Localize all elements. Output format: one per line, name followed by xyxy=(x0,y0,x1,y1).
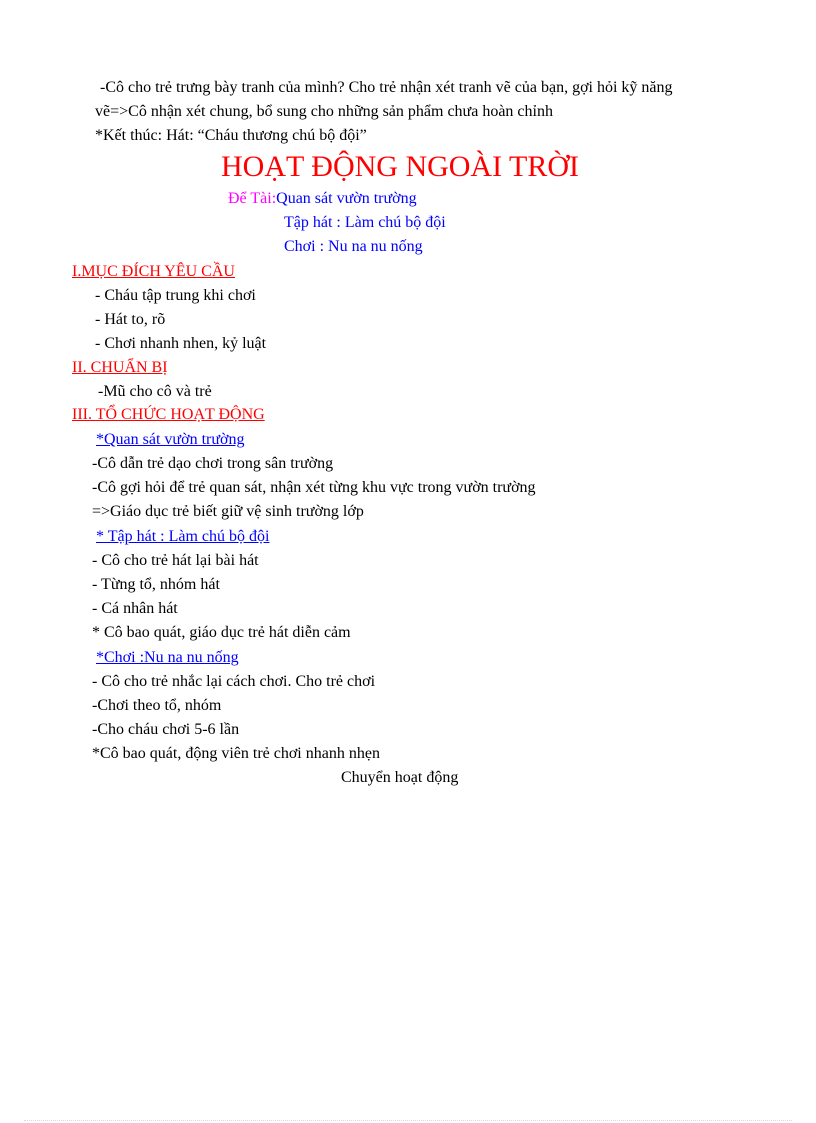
subsection-2-item: - Cô cho trẻ hát lại bài hát xyxy=(92,552,259,569)
subsection-3-item: -Chơi theo tổ, nhóm xyxy=(92,697,222,714)
page-title: HOẠT ĐỘNG NGOÀI TRỜI xyxy=(221,150,580,183)
subsection-3-item: -Cho cháu chơi 5-6 lần xyxy=(92,721,240,738)
page-bottom-divider xyxy=(24,1120,792,1121)
subsection-3-heading: *Chơi :Nu na nu nống xyxy=(96,649,239,666)
topic-line-2: Tập hát : Làm chú bộ đội xyxy=(284,214,446,231)
subsection-2-item: * Cô bao quát, giáo dục trẻ hát diễn cảm xyxy=(92,624,351,641)
subsection-1-item: -Cô dẫn trẻ dạo chơi trong sân trường xyxy=(92,455,334,472)
section-1-item: - Cháu tập trung khi chơi xyxy=(95,287,256,304)
subsection-2-heading: * Tập hát : Làm chú bộ đội xyxy=(96,528,270,545)
intro-line-1: -Cô cho trẻ trưng bày tranh của mình? Cho trẻ nhận xét tranh vẽ của bạn, gợi hỏi kỹ năng xyxy=(100,79,673,96)
section-1-item: - Hát to, rõ xyxy=(95,311,166,328)
section-1-item: - Chơi nhanh nhen, kỷ luật xyxy=(95,335,267,352)
subsection-2-item: - Từng tổ, nhóm hát xyxy=(92,576,220,593)
subsection-1-item: -Cô gợi hỏi để trẻ quan sát, nhận xét từng khu vực trong vườn trường xyxy=(92,479,536,496)
topic-value: Quan sát vườn trường xyxy=(276,190,417,207)
subsection-3-item: - Cô cho trẻ nhắc lại cách chơi. Cho trẻ chơi xyxy=(92,673,376,690)
subsection-1-heading: *Quan sát vườn trường xyxy=(96,431,245,448)
section-3-heading: III. TỔ CHỨC HOẠT ĐỘNG xyxy=(72,406,265,423)
subsection-1-item: =>Giáo dục trẻ biết giữ vệ sinh trường lớp xyxy=(92,503,364,520)
section-1-heading: I.MỤC ĐÍCH YÊU CẦU xyxy=(72,263,235,280)
transition-text: Chuyển hoạt động xyxy=(341,769,459,786)
topic-label: Để Tài: xyxy=(228,190,277,207)
intro-line-2: vẽ=>Cô nhận xét chung, bổ sung cho những sản phẩm chưa hoàn chỉnh xyxy=(95,103,553,120)
topic-line-3: Chơi : Nu na nu nống xyxy=(284,238,423,255)
section-2-heading: II. CHUẨN BỊ xyxy=(72,359,168,376)
subsection-3-item: *Cô bao quát, động viên trẻ chơi nhanh nhẹn xyxy=(92,745,380,762)
subsection-2-item: - Cá nhân hát xyxy=(92,600,178,617)
intro-line-3: *Kết thúc: Hát: “Cháu thương chú bộ đội” xyxy=(95,127,367,144)
section-2-item: -Mũ cho cô và trẻ xyxy=(98,383,212,400)
topic-line-1 xyxy=(228,189,417,209)
